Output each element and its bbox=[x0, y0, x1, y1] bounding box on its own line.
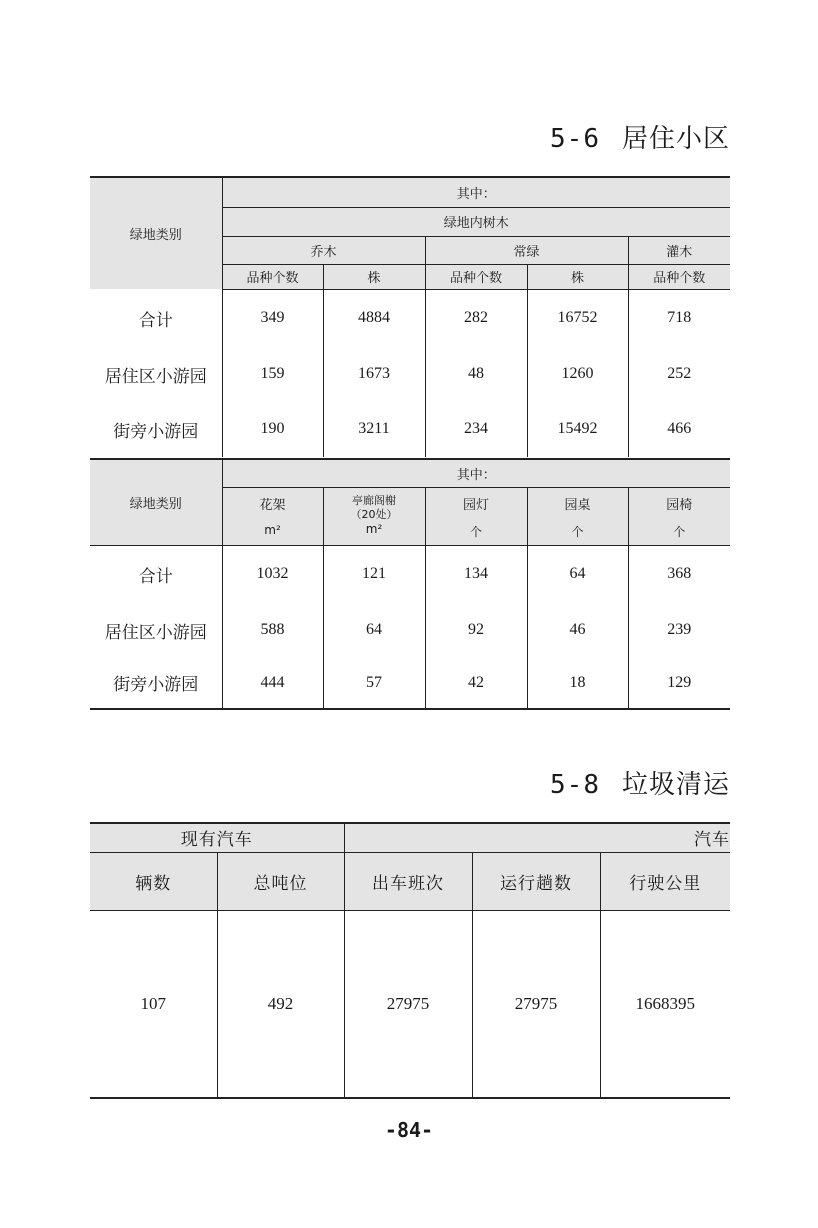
cell: 239 bbox=[628, 603, 730, 657]
cell: 134 bbox=[425, 545, 527, 603]
cell: 252 bbox=[628, 347, 730, 401]
row-label: 居住区小游园 bbox=[104, 366, 207, 387]
subheader: 株 bbox=[323, 264, 425, 289]
group-header-evergreen: 常绿 bbox=[425, 236, 628, 264]
col-header: 运行趟数 bbox=[472, 852, 600, 910]
col-header: 辆数 bbox=[90, 852, 217, 910]
section-title-5-6 bbox=[550, 118, 730, 155]
cell: 42 bbox=[425, 657, 527, 709]
row-label: 合计 bbox=[90, 545, 222, 603]
col-header-pavilion bbox=[323, 487, 425, 545]
cell: 18 bbox=[527, 657, 628, 709]
col-name: 园灯 bbox=[462, 497, 489, 513]
cell: 27975 bbox=[472, 910, 600, 1098]
cell: 234 bbox=[425, 401, 527, 457]
table-row bbox=[90, 545, 730, 603]
col-header-trellis bbox=[222, 487, 323, 545]
cell: 27975 bbox=[344, 910, 472, 1098]
cell: 57 bbox=[323, 657, 425, 709]
col-header-table bbox=[527, 487, 628, 545]
cell: 48 bbox=[425, 347, 527, 401]
row-label: 街旁小游园 bbox=[113, 421, 199, 442]
subheader: 株 bbox=[527, 264, 628, 289]
col-header-bench bbox=[628, 487, 730, 545]
section-title-text: 垃圾清运 bbox=[621, 770, 730, 800]
cell: 3211 bbox=[323, 401, 425, 457]
cell: 129 bbox=[628, 657, 730, 709]
cell: 46 bbox=[527, 603, 628, 657]
row-label: 街旁小游园 bbox=[90, 657, 222, 709]
cell: 718 bbox=[628, 289, 730, 347]
table-row bbox=[90, 347, 730, 401]
cell: 190 bbox=[222, 401, 323, 457]
table-row bbox=[90, 603, 730, 657]
col-unit: 个 bbox=[469, 524, 482, 539]
cell: 4884 bbox=[323, 289, 425, 347]
corner-header: 绿地类别 bbox=[90, 459, 222, 545]
cell: 1673 bbox=[323, 347, 425, 401]
greenbelt-trees-table bbox=[90, 176, 730, 457]
cell: 121 bbox=[323, 545, 425, 603]
cell: 16752 bbox=[527, 289, 628, 347]
col-name: 园桌 bbox=[564, 497, 591, 513]
cell: 588 bbox=[222, 603, 323, 657]
group-header-arbor: 乔木 bbox=[222, 236, 425, 264]
corner-header: 绿地类别 bbox=[90, 177, 222, 289]
section-title-5-8 bbox=[550, 764, 730, 801]
cell: 1260 bbox=[527, 347, 628, 401]
cell: 368 bbox=[628, 545, 730, 603]
col-unit: 个 bbox=[571, 524, 584, 539]
cell: 64 bbox=[323, 603, 425, 657]
cell: 64 bbox=[527, 545, 628, 603]
cell: 492 bbox=[217, 910, 344, 1098]
cell: 466 bbox=[628, 401, 730, 457]
cell: 159 bbox=[222, 347, 323, 401]
cell: 107 bbox=[90, 910, 217, 1098]
col-unit: m² bbox=[264, 522, 281, 537]
col-unit: m² bbox=[365, 521, 383, 536]
group-header-top: 其中： bbox=[222, 459, 730, 487]
col-name: 亭廊阁榭 bbox=[352, 493, 396, 507]
table-row bbox=[90, 657, 730, 709]
table-row bbox=[90, 289, 730, 347]
cell: 349 bbox=[222, 289, 323, 347]
greenbelt-facilities-table bbox=[90, 458, 730, 710]
table-row bbox=[90, 401, 730, 457]
cell: 1668395 bbox=[600, 910, 730, 1098]
cell: 444 bbox=[222, 657, 323, 709]
group-header-shrub: 灌木 bbox=[628, 236, 730, 264]
row-label: 居住区小游园 bbox=[104, 622, 207, 643]
col-header-lamp bbox=[425, 487, 527, 545]
subheader: 品种个数 bbox=[222, 264, 323, 289]
cell: 282 bbox=[425, 289, 527, 347]
subheader: 品种个数 bbox=[628, 264, 730, 289]
cell: 1032 bbox=[222, 545, 323, 603]
col-sub: （20处） bbox=[350, 507, 398, 521]
col-header: 出车班次 bbox=[344, 852, 472, 910]
col-name: 园椅 bbox=[666, 497, 693, 513]
col-unit: 个 bbox=[673, 524, 686, 539]
cell: 92 bbox=[425, 603, 527, 657]
group-header-top: 其中： bbox=[222, 177, 730, 207]
table-row bbox=[90, 910, 730, 1098]
subheader: 品种个数 bbox=[425, 264, 527, 289]
section-number: 5-8 bbox=[550, 770, 600, 800]
group-header-vehicle-ops: 汽车 bbox=[344, 823, 730, 852]
group-header-trees: 绿地内树木 bbox=[222, 207, 730, 236]
cell: 15492 bbox=[527, 401, 628, 457]
section-title-text: 居住小区 bbox=[621, 124, 730, 154]
group-header-vehicles: 现有汽车 bbox=[90, 823, 344, 852]
col-name: 花架 bbox=[259, 497, 286, 513]
page-number: -84- bbox=[384, 1118, 434, 1142]
garbage-vehicle-table bbox=[90, 822, 730, 1099]
row-label: 合计 bbox=[138, 310, 173, 331]
col-header: 行驶公里 bbox=[600, 852, 730, 910]
section-number: 5-6 bbox=[550, 124, 600, 154]
col-header: 总吨位 bbox=[217, 852, 344, 910]
